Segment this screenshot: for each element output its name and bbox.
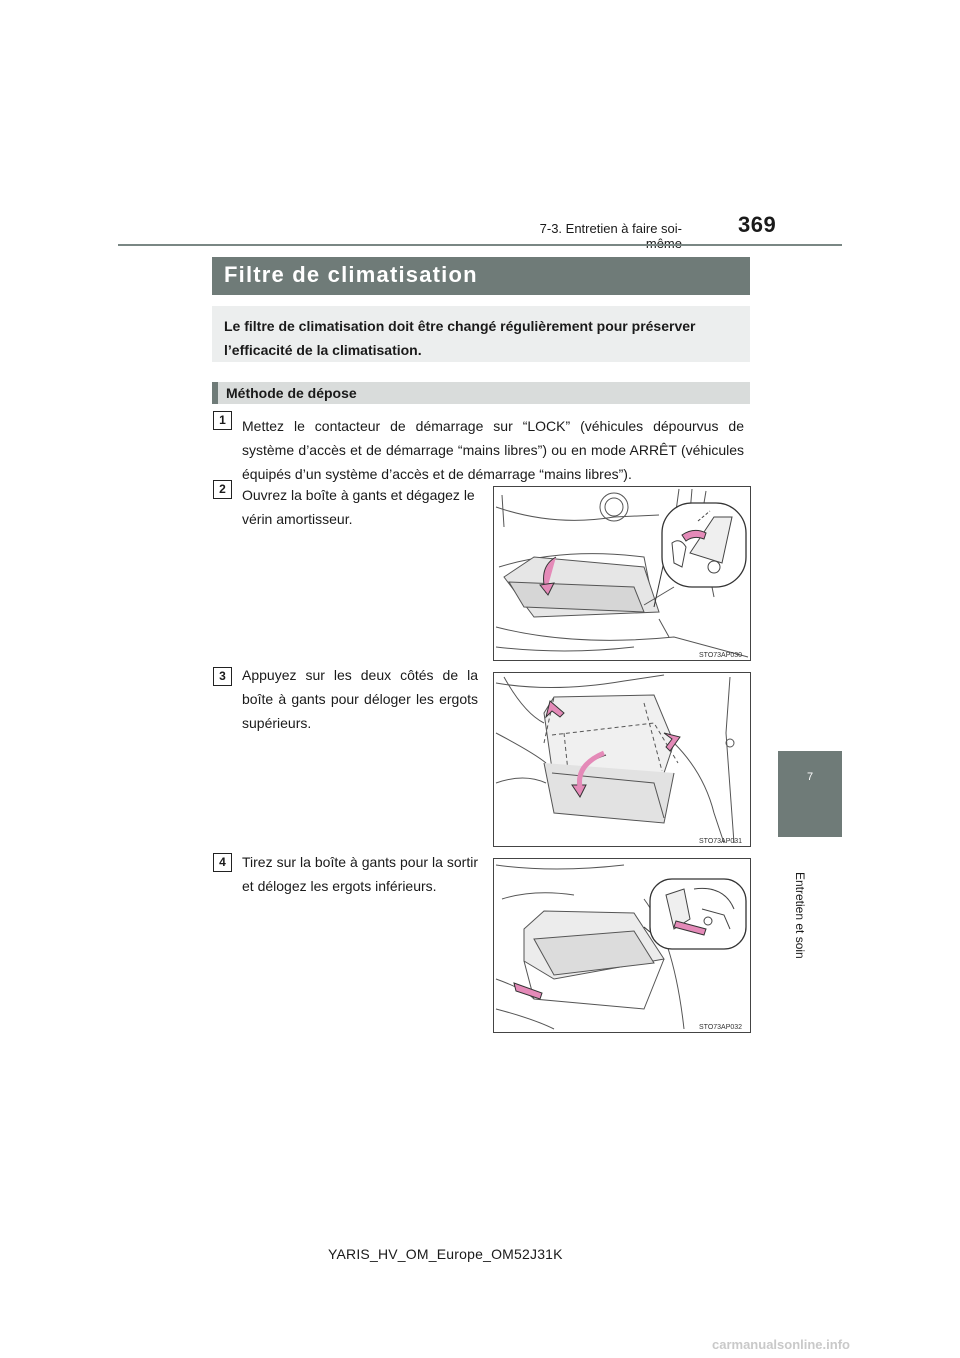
step-badge-4: 4	[213, 853, 232, 872]
glovebox-sides-illustration	[494, 673, 750, 846]
figure-glovebox-open	[493, 486, 751, 661]
chapter-number: 7	[806, 771, 814, 783]
footer-code: YARIS_HV_OM_Europe_OM52J31K	[328, 1246, 563, 1262]
figure-glovebox-sides	[493, 672, 751, 847]
figure-code-3: STO73AP032	[699, 1024, 743, 1031]
watermark: carmanualsonline.info	[712, 1337, 850, 1352]
step-badge-2: 2	[213, 480, 232, 499]
method-heading-accent	[212, 382, 218, 404]
chapter-tab	[778, 751, 842, 837]
step-text-1: Mettez le contacteur de démarrage sur “LOCK” (véhicules dépourvus de système d’accès et de démarrage “mains libres”) ou en mode ARRÊT (véhicules équipés d’un système d’accès et de démarrage “mains libres”).	[242, 418, 744, 482]
page-number: 369	[738, 212, 777, 237]
chapter-label: Entretien et soin	[793, 872, 807, 959]
intro-text: Le filtre de climatisation doit être changé régulièrement pour préserver l’efficacité de la climatisation.	[224, 318, 696, 358]
figure-glovebox-removal	[493, 858, 751, 1033]
method-heading: Méthode de dépose	[226, 385, 357, 401]
figure-code-1: STO73AP030	[699, 652, 743, 659]
step-text-4: Tirez sur la boîte à gants pour la sortir et délogez les ergots inférieurs.	[242, 854, 478, 894]
page-title: Filtre de climatisation	[224, 262, 478, 287]
glovebox-open-illustration	[494, 487, 750, 660]
pull-out-arrow-icon	[514, 983, 542, 999]
step-text-3: Appuyez sur les deux côtés de la boîte à gants pour déloger les ergots supérieurs.	[242, 667, 478, 731]
section-title: 7-3. Entretien à faire soi-	[539, 221, 682, 236]
step-text-2: Ouvrez la boîte à gants et dégagez le vérin amortisseur.	[242, 487, 475, 527]
header-rule	[118, 244, 842, 246]
step-badge-3: 3	[213, 667, 232, 686]
step-badge-1: 1	[213, 411, 232, 430]
glovebox-removal-illustration	[494, 859, 750, 1032]
figure-code-2: STO73AP031	[699, 838, 743, 845]
